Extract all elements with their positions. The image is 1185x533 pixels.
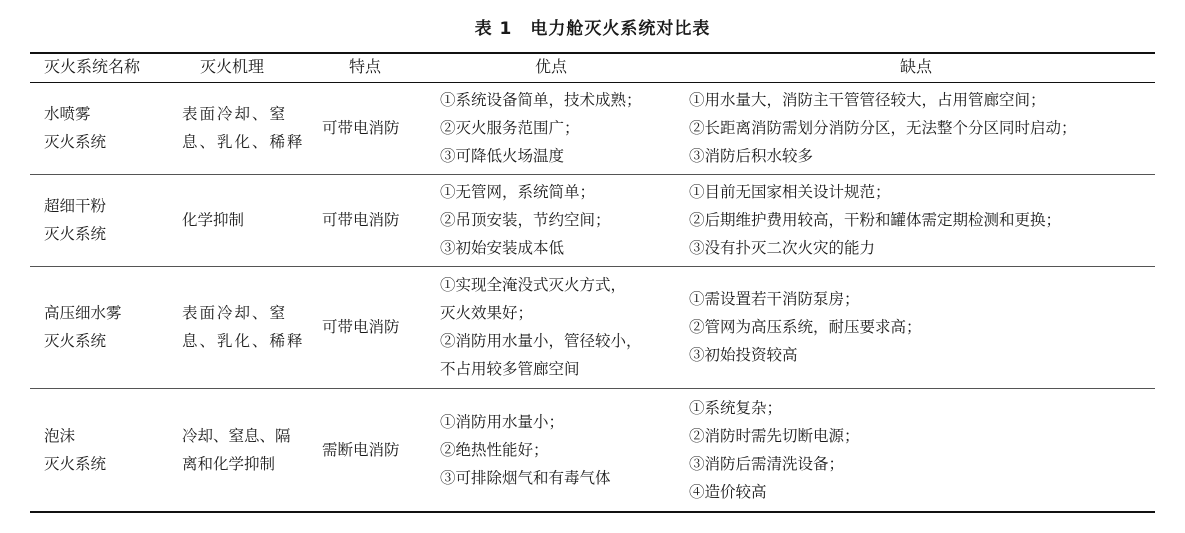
table-row-3-feature: 可带电消防: [322, 318, 400, 336]
table-number: 表 1: [474, 19, 513, 39]
table-row-2-feature: 可带电消防: [322, 211, 400, 229]
bottom-rule: [30, 511, 1155, 513]
table-row-1-feature: 可带电消防: [322, 119, 400, 137]
row-separator: [30, 388, 1155, 389]
header-mechanism: 灭火机理: [200, 57, 265, 76]
header-feature: 特点: [349, 57, 382, 76]
table-caption: [0, 14, 1185, 39]
table-row-3-name: 高压细水雾 灭火系统: [44, 304, 122, 350]
table-row-4-feature: 需断电消防: [322, 441, 400, 459]
header-rule: [30, 82, 1155, 83]
header-cons: 缺点: [900, 57, 933, 76]
table-row-3-cons: ①需设置若干消防泵房； ②管网为高压系统，耐压要求高； ③初始投资较高: [689, 290, 922, 364]
top-rule: [30, 52, 1155, 54]
header-system-name: 灭火系统名称: [44, 57, 141, 76]
table-row-1-cons: ①用水量大，消防主干管管径较大，占用管廊空间； ②长距离消防需划分消防分区，无法整个分区同时启动； ③消防后积水较多: [689, 91, 1077, 165]
table-row-4-mechanism: 冷却、窒息、隔 离和化学抑制: [182, 427, 291, 473]
table-row-4-name: 泡沫 灭火系统: [44, 427, 107, 473]
table-row-2-mechanism: 化学抑制: [182, 211, 245, 229]
table-row-2-cons: ①目前无国家相关设计规范； ②后期维护费用较高，干粉和罐体需定期检测和更换； ③没有扑灭二次火灾的能力: [689, 183, 1062, 257]
table-row-1-pros: ①系统设备简单，技术成熟； ②灭火服务范围广； ③可降低火场温度: [440, 91, 642, 165]
table-row-1-mechanism: 表面冷却、窒 息、乳化、稀释: [182, 105, 305, 151]
table-row-2-pros: ①无管网，系统简单； ②吊顶安装，节约空间； ③初始安装成本低: [440, 183, 611, 257]
table-row-3-pros: ①实现全淹没式灭火方式， 灭火效果好； ②消防用水量小，管径较小， 不占用较多管廊空间: [440, 276, 642, 378]
table-row-1-name: 水喷雾 灭火系统: [44, 105, 107, 151]
row-separator: [30, 174, 1155, 175]
header-pros: 优点: [535, 57, 568, 76]
row-separator: [30, 266, 1155, 267]
table-row-4-pros: ①消防用水量小； ②绝热性能好； ③可排除烟气和有毒气体: [440, 413, 611, 487]
table-row-4-cons: ①系统复杂； ②消防时需先切断电源； ③消防后需清洗设备； ④造价较高: [689, 399, 860, 501]
table-row-3-mechanism: 表面冷却、窒 息、乳化、稀释: [182, 304, 305, 350]
table-row-2-name: 超细干粉 灭火系统: [44, 197, 107, 243]
table-title: 电力舱灭火系统对比表: [530, 19, 711, 39]
